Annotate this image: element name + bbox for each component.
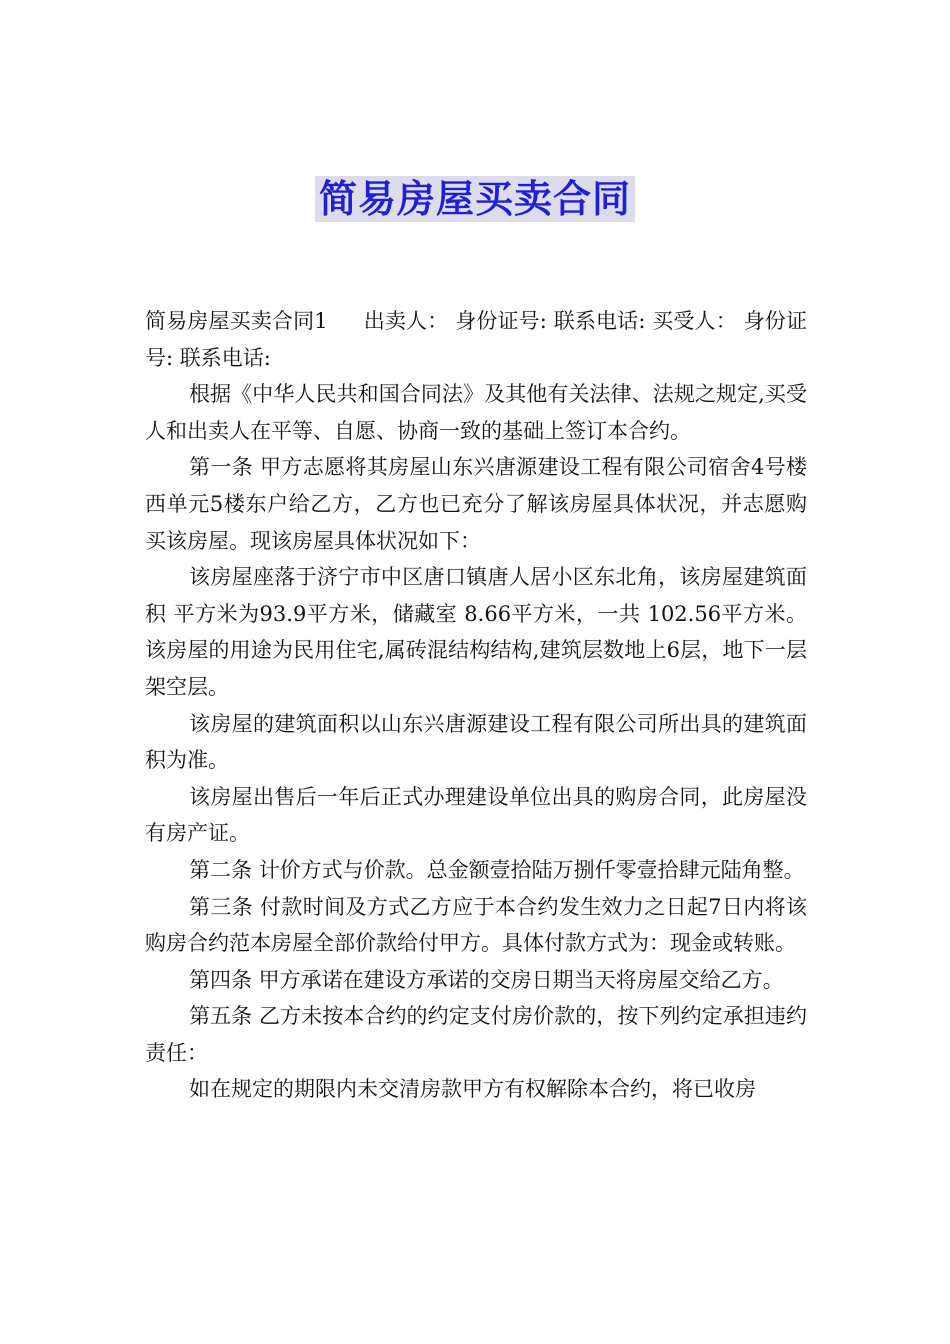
- paragraph-6: 第二条 计价方式与价款。总金额壹拾陆万捌仟零壹拾肆元陆角整。: [189, 857, 805, 882]
- paragraph-2: 第一条 甲方志愿将其房屋山东兴唐源建设工程有限公司宿舍4号楼西单元5楼东户给乙方，乙方也已充分了解该房屋具体状况，并志愿购买该房屋。现该房屋具体状况如下：: [145, 455, 807, 553]
- paragraph-10: 如在规定的期限内未交清房款甲方有权解除本合约，将已收房: [189, 1077, 756, 1102]
- document-body: [145, 303, 807, 1108]
- paragraph-4: 该房屋的建筑面积以山东兴唐源建设工程有限公司所出具的建筑面积为准。: [145, 711, 807, 773]
- intro-line: [145, 303, 807, 376]
- intro-heading: 简易房屋买卖合同1: [145, 309, 328, 333]
- paragraph-5: 该房屋出售后一年后正式办理建设单位出具的购房合同，此房屋没有房产证。: [145, 784, 807, 846]
- paragraph-1: 根据《中华人民共和国合同法》及其他有关法律、法规之规定,买受人和出卖人在平等、自愿、协商一致的基础上签订本合约。: [145, 382, 807, 443]
- document-title: 简易房屋买卖合同: [315, 176, 635, 222]
- paragraph-9: 第五条 乙方未按本合约的约定支付房价款的，按下列约定承担违约责任：: [145, 1004, 807, 1065]
- intro-parties: 出卖人： 身份证号: 联系电话: 买受人： 身份证号: 联系电话:: [145, 309, 807, 370]
- paragraph-7: 第三条 付款时间及方式乙方应于本合约发生效力之日起7日内将该购房合约范本房屋全部价款给付甲方。具体付款方式为：现金或转账。: [145, 894, 807, 956]
- paragraph-8: 第四条 甲方承诺在建设方承诺的交房日期当天将房屋交给乙方。: [189, 967, 784, 992]
- paragraph-3: 该房屋座落于济宁市中区唐口镇唐人居小区东北角，该房屋建筑面积 平方米为93.9平方米，储藏室 8.66平方米，一共 102.56平方米。该房屋的用途为民用住宅,属砖混结构结构,建筑层数地上6层，地下一层架空层。: [145, 565, 807, 699]
- title-container: [0, 176, 950, 222]
